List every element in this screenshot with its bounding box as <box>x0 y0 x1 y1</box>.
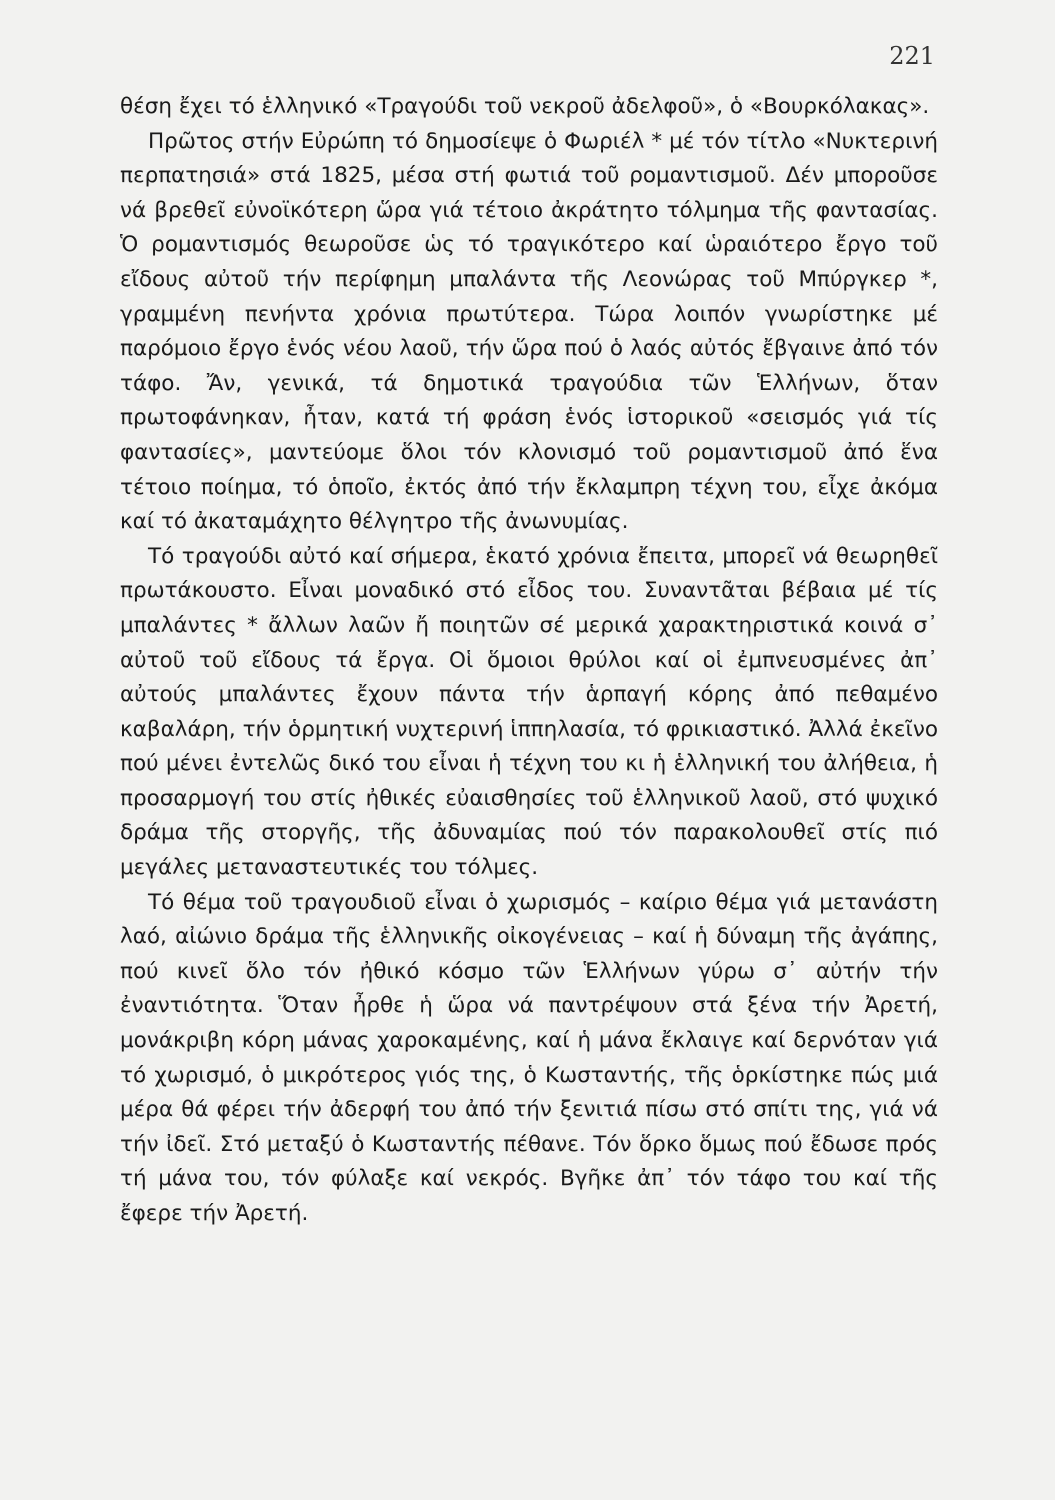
page-number: 221 <box>889 42 935 70</box>
body-text <box>120 90 938 1232</box>
paragraph-4: Τό θέμα τοῦ τραγουδιοῦ εἶναι ὁ χωρισμός – καίριο θέμα γιά μετανάστη λαό, αἰώνιο δράμα τῆς ἑλληνικῆς οἰκογένειας – καί ἡ δύναμη τῆς ἀγάπης, πού κινεῖ ὅλο τόν ἠθικό κόσμο τῶν Ἑλλήνων γύρω σ᾽ αὐτήν τήν ἐναντιότητα. Ὅταν ἦρθε ἡ ὥρα νά παντρέψουν στά ξένα τήν Ἀρετή, μονάκριβη κόρη μάνας χαροκαμένης, καί ἡ μάνα ἔκλαιγε καί δερνόταν γιά τό χωρισμό, ὁ μικρότερος γιός της, ὁ Κωσταντής, τῆς ὁρκίστηκε πώς μιά μέρα θά φέρει τήν ἀδερφή του ἀπό τήν ξενιτιά πίσω στό σπίτι της, γιά νά τήν ἰδεῖ. Στό μεταξύ ὁ Κωσταντής πέθανε. Τόν ὅρκο ὅμως πού ἔδωσε πρός τή μάνα του, τόν φύλαξε καί νεκρός. Βγῆκε ἀπ᾽ τόν τάφο του καί τῆς ἔφερε τήν Ἀρετή. <box>120 889 938 1226</box>
paragraph-2: Πρῶτος στήν Εὐρώπη τό δημοσίεψε ὁ Φωριέλ * μέ τόν τίτλο «Νυκτερινή περπατησιά» στά 1825, μέσα στή φωτιά τοῦ ρομαντισμοῦ. Δέν μποροῦσε νά βρεθεῖ εὐνοϊκότερη ὥρα γιά τέτοιο ἀκράτητο τόλμημα τῆς φαντασίας. Ὁ ρομαντισμός θεωροῦσε ὡς τό τραγικότερο καί ὡραιότερο ἔργο τοῦ εἴδους αὐτοῦ τήν περίφημη μπαλάντα τῆς Λεονώρας τοῦ Μπύργκερ *, γραμμένη πενήντα χρόνια πρωτύτερα. Τώρα λοιπόν γνωρίστηκε μέ παρόμοιο ἔργο ἑνός νέου λαοῦ, τήν ὥρα πού ὁ λαός αὐτός ἔβγαινε ἀπό τόν τάφο. Ἄν, γενικά, τά δημοτικά τραγούδια τῶν Ἑλλήνων, ὅταν πρωτοφάνηκαν, ἦταν, κατά τή φράση ἑνός ἱστορικοῦ «σεισμός γιά τίς φαντασίες», μαντεύομε ὅλοι τόν κλονισμό τοῦ ρομαντισμοῦ ἀπό ἕνα τέτοιο ποίημα, τό ὁποῖο, ἐκτός ἀπό τήν ἔκλαμπρη τέχνη του, εἶχε ἀκόμα καί τό ἀκαταμάχητο θέλγητρο τῆς ἀνωνυμίας. <box>120 128 938 535</box>
paragraph-3: Τό τραγούδι αὐτό καί σήμερα, ἑκατό χρόνια ἔπειτα, μπορεῖ νά θεωρηθεῖ πρωτάκουστο. Εἶναι μοναδικό στό εἶδος του. Συναντᾶται βέβαια μέ τίς μπαλάντες * ἄλλων λαῶν ἤ ποιητῶν σέ μερικά χαρακτηριστικά κοινά σ᾽ αὐτοῦ τοῦ εἴδους τά ἔργα. Οἱ ὅμοιοι θρύλοι καί οἱ ἐμπνευσμένες ἀπ᾽ αὐτούς μπαλάντες ἔχουν πάντα τήν ἁρπαγή κόρης ἀπό πεθαμένο καβαλάρη, τήν ὁρμητική νυχτερινή ἱππηλασία, τό φρικιαστικό. Ἀλλά ἐκεῖνο πού μένει ἐντελῶς δικό του εἶναι ἡ τέχνη του κι ἡ ἑλληνική του ἀλήθεια, ἡ προσαρμογή του στίς ἠθικές εὐαισθησίες τοῦ ἑλληνικοῦ λαοῦ, στό ψυχικό δράμα τῆς στοργῆς, τῆς ἀδυναμίας πού τόν παρακολουθεῖ στίς πιό μεγάλες μεταναστευτικές του τόλμες. <box>120 543 938 881</box>
paragraph-1: θέση ἔχει τό ἑλληνικό «Τραγούδι τοῦ νεκροῦ ἀδελφοῦ», ὁ «Βουρκόλακας». <box>120 94 930 119</box>
